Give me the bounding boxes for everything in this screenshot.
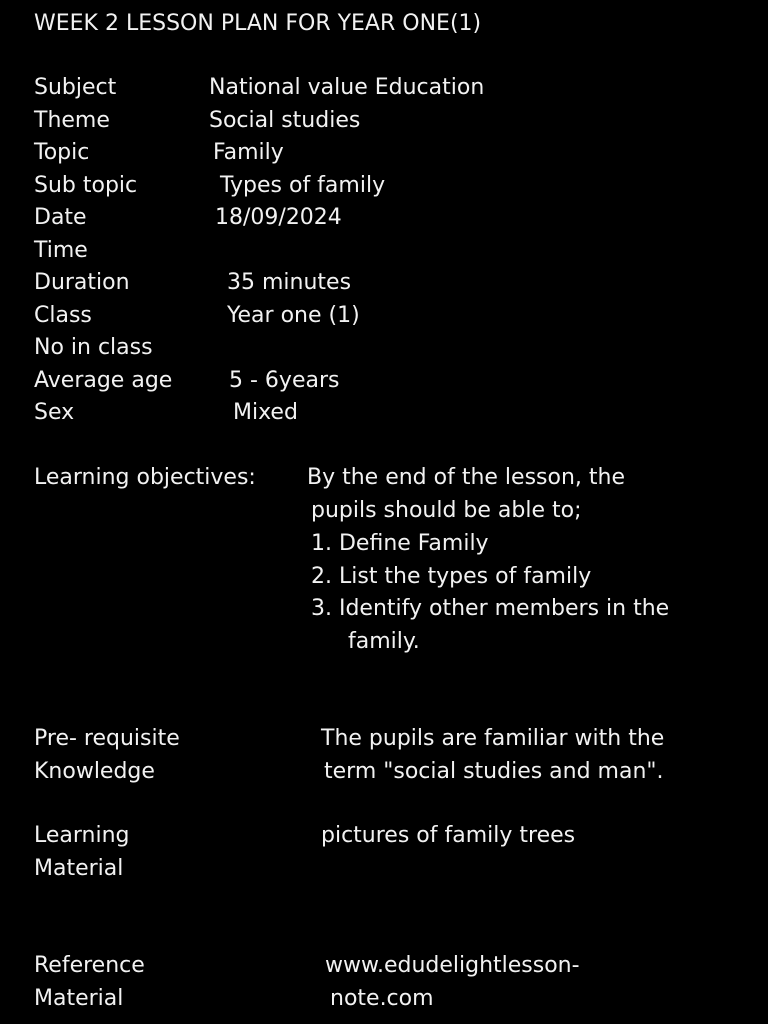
field-value-subject: National value Education bbox=[209, 75, 485, 100]
field-value-date: 18/09/2024 bbox=[215, 205, 342, 230]
prerequisite-label-line-2: Knowledge bbox=[34, 758, 155, 784]
prerequisite-label-line-1: Pre- requisite bbox=[34, 726, 180, 751]
objective-item-3-continued: family. bbox=[348, 628, 420, 654]
field-value-average-age: 5 - 6years bbox=[229, 367, 340, 393]
field-label-topic: Topic bbox=[34, 140, 90, 165]
learning-material-value: pictures of family trees bbox=[321, 823, 576, 848]
field-label-class: Class bbox=[34, 302, 92, 328]
objective-item-1: 1. Define Family bbox=[311, 531, 489, 556]
prerequisite-value-line-2: term "social studies and man". bbox=[324, 758, 664, 784]
field-value-theme: Social studies bbox=[209, 107, 361, 133]
prerequisite-value-line-1: The pupils are familiar with the bbox=[321, 726, 665, 751]
field-value-class: Year one (1) bbox=[227, 302, 360, 328]
objectives-intro-line-2: pupils should be able to; bbox=[311, 498, 582, 523]
field-label-sex: Sex bbox=[34, 400, 75, 425]
objective-item-3: 3. Identify other members in the bbox=[311, 596, 670, 621]
field-value-sex: Mixed bbox=[233, 400, 298, 425]
objectives-intro-line-1: By the end of the lesson, the bbox=[307, 465, 626, 490]
learning-material-label-line-2: Material bbox=[34, 855, 124, 881]
reference-material-label-line-1: Reference bbox=[34, 953, 145, 978]
learning-material-label-line-1: Learning bbox=[34, 823, 130, 848]
field-label-average-age: Average age bbox=[34, 367, 173, 393]
field-label-sub-topic: Sub topic bbox=[34, 172, 138, 198]
field-label-subject: Subject bbox=[34, 75, 117, 100]
field-value-duration: 35 minutes bbox=[227, 270, 352, 295]
field-label-no-in-class: No in class bbox=[34, 335, 153, 360]
objective-item-2: 2. List the types of family bbox=[311, 563, 592, 589]
reference-material-label-line-2: Material bbox=[34, 985, 124, 1011]
field-label-theme: Theme bbox=[34, 107, 110, 133]
field-label-date: Date bbox=[34, 205, 87, 230]
field-label-duration: Duration bbox=[34, 270, 130, 295]
field-label-time: Time bbox=[34, 237, 88, 263]
objectives-label: Learning objectives: bbox=[34, 465, 256, 490]
reference-material-value-line-1: www.edudelightlesson- bbox=[325, 953, 580, 978]
field-value-sub-topic: Types of family bbox=[220, 172, 386, 198]
document-title: WEEK 2 LESSON PLAN FOR YEAR ONE(1) bbox=[34, 11, 482, 36]
field-value-topic: Family bbox=[213, 140, 284, 165]
reference-material-value-line-2: note.com bbox=[330, 985, 434, 1011]
